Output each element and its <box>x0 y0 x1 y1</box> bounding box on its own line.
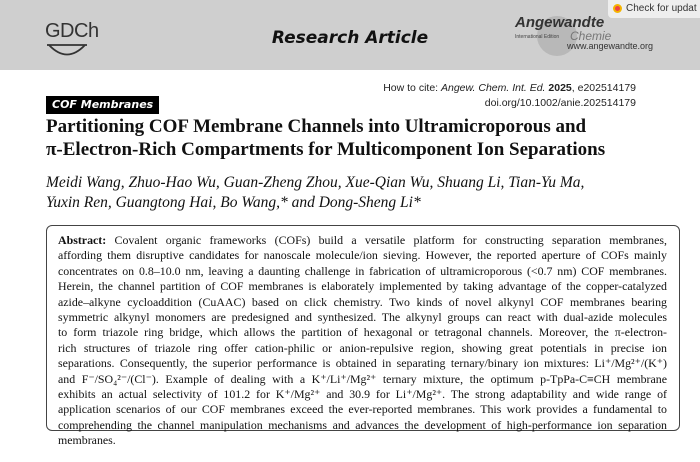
journal-header <box>0 0 700 70</box>
abstract-line: comprehending the channel manipulation mechanisms and advances the development of high-performance ion separation <box>58 417 667 432</box>
author-line: Meidi Wang, Zhuo-Hao Wu, Guan-Zheng Zhou, Xue-Qian Wu, Shuang Li, Tian-Yu Ma, <box>46 174 585 191</box>
title-line: π-Electron-Rich Compartments for Multicomponent Ion Separations <box>46 139 606 160</box>
abstract-line: rich structures of triazole ring offer cation-philic or anion-repulsive region, showing great potentials in precise ion <box>58 340 667 355</box>
citation <box>383 81 636 111</box>
abstract-line: and F⁻/SO₄²⁻/(Cl⁻). Example of dealing with a K⁺/Li⁺/Mg²⁺ ternary mixture, the optimum p-TpPa-C≡CH membrane <box>58 371 667 386</box>
article-title <box>46 115 666 161</box>
abstract-line: Herein, the channel partition of COF membranes is elaborately implemented by taking advantage of the copper-catalyzed <box>58 279 667 294</box>
logo-sub: Chemie <box>570 29 612 43</box>
abstract-box <box>46 225 680 448</box>
title-line: Partitioning COF Membrane Channels into Ultramicroporous and <box>46 116 587 137</box>
logo-name: Angewandte <box>515 14 605 31</box>
topic-tag: COF Membranes <box>46 96 159 114</box>
abstract-text: Covalent organic frameworks (COFs) build a versatile platform for constructing separation membranes, <box>106 233 667 247</box>
journal-url: www.angewandte.org <box>567 41 654 51</box>
abstract-line: affording them disruptive candidates for nanoscale molecule/ion sieving. However, the reported aperture of COFs mainly <box>58 248 667 263</box>
abstract-line: application scenarios of our COF membranes exceed the ever-reported membranes. This work provides a fundamental to <box>58 402 667 417</box>
abstract-line: azide–alkyne cycloaddition (CuAAC) based on click chemistry. Two kinds of novel alkynyl COF membranes bearing <box>58 294 667 309</box>
abstract-line: symmetric alkynyl monomers are predesigned and synthesized. The alkynyl groups can react with dual-azide molecules <box>58 310 667 325</box>
authors <box>46 173 584 213</box>
abstract-label: Abstract: <box>58 233 107 247</box>
doi-link[interactable]: doi.org/10.1002/anie.202514179 <box>484 97 636 109</box>
abstract-line: to form triazole ring bridge, which allows the partition of hexagonal or tetragonal channels. Moreover, the π-electron- <box>58 325 667 340</box>
logo-edition: International Edition <box>515 34 560 40</box>
cite-journal: Angew. Chem. Int. Ed. <box>441 82 546 94</box>
cite-year: 2025 <box>548 82 572 94</box>
section-label: Research Article <box>271 28 429 48</box>
check-updates-label: Check for updat <box>626 3 697 14</box>
cite-prefix: How to cite: <box>383 82 441 94</box>
author-line: Yuxin Ren, Guangtong Hai, Bo Wang,* and Dong-Sheng Li* <box>46 194 421 211</box>
cite-article: , e202514179 <box>571 82 636 94</box>
abstract-line: concentrates on 0.8–10.0 nm, leaving a daunting challenge in fabrication of ultramicroporous (<0.7 nm) COF membranes. <box>58 263 667 278</box>
abstract-line: membranes. <box>58 433 116 448</box>
angewandte-logo <box>515 14 654 51</box>
abstract-line <box>58 233 667 248</box>
check-for-updates-button[interactable] <box>608 0 700 18</box>
update-badge-icon <box>613 4 622 13</box>
abstract-line: separations. Consequently, the superior performance is obtained in separating ternary/binary ion mixtures: Li⁺/Mg²⁺/(K⁺) <box>58 356 667 371</box>
abstract-line: exhibits an actual selectivity of 101.2 for K⁺/Mg²⁺ and 30.9 for Li⁺/Mg²⁺. The strong adaptability and wide range of <box>58 387 667 402</box>
gdch-logo-text: GDCh <box>45 20 99 42</box>
